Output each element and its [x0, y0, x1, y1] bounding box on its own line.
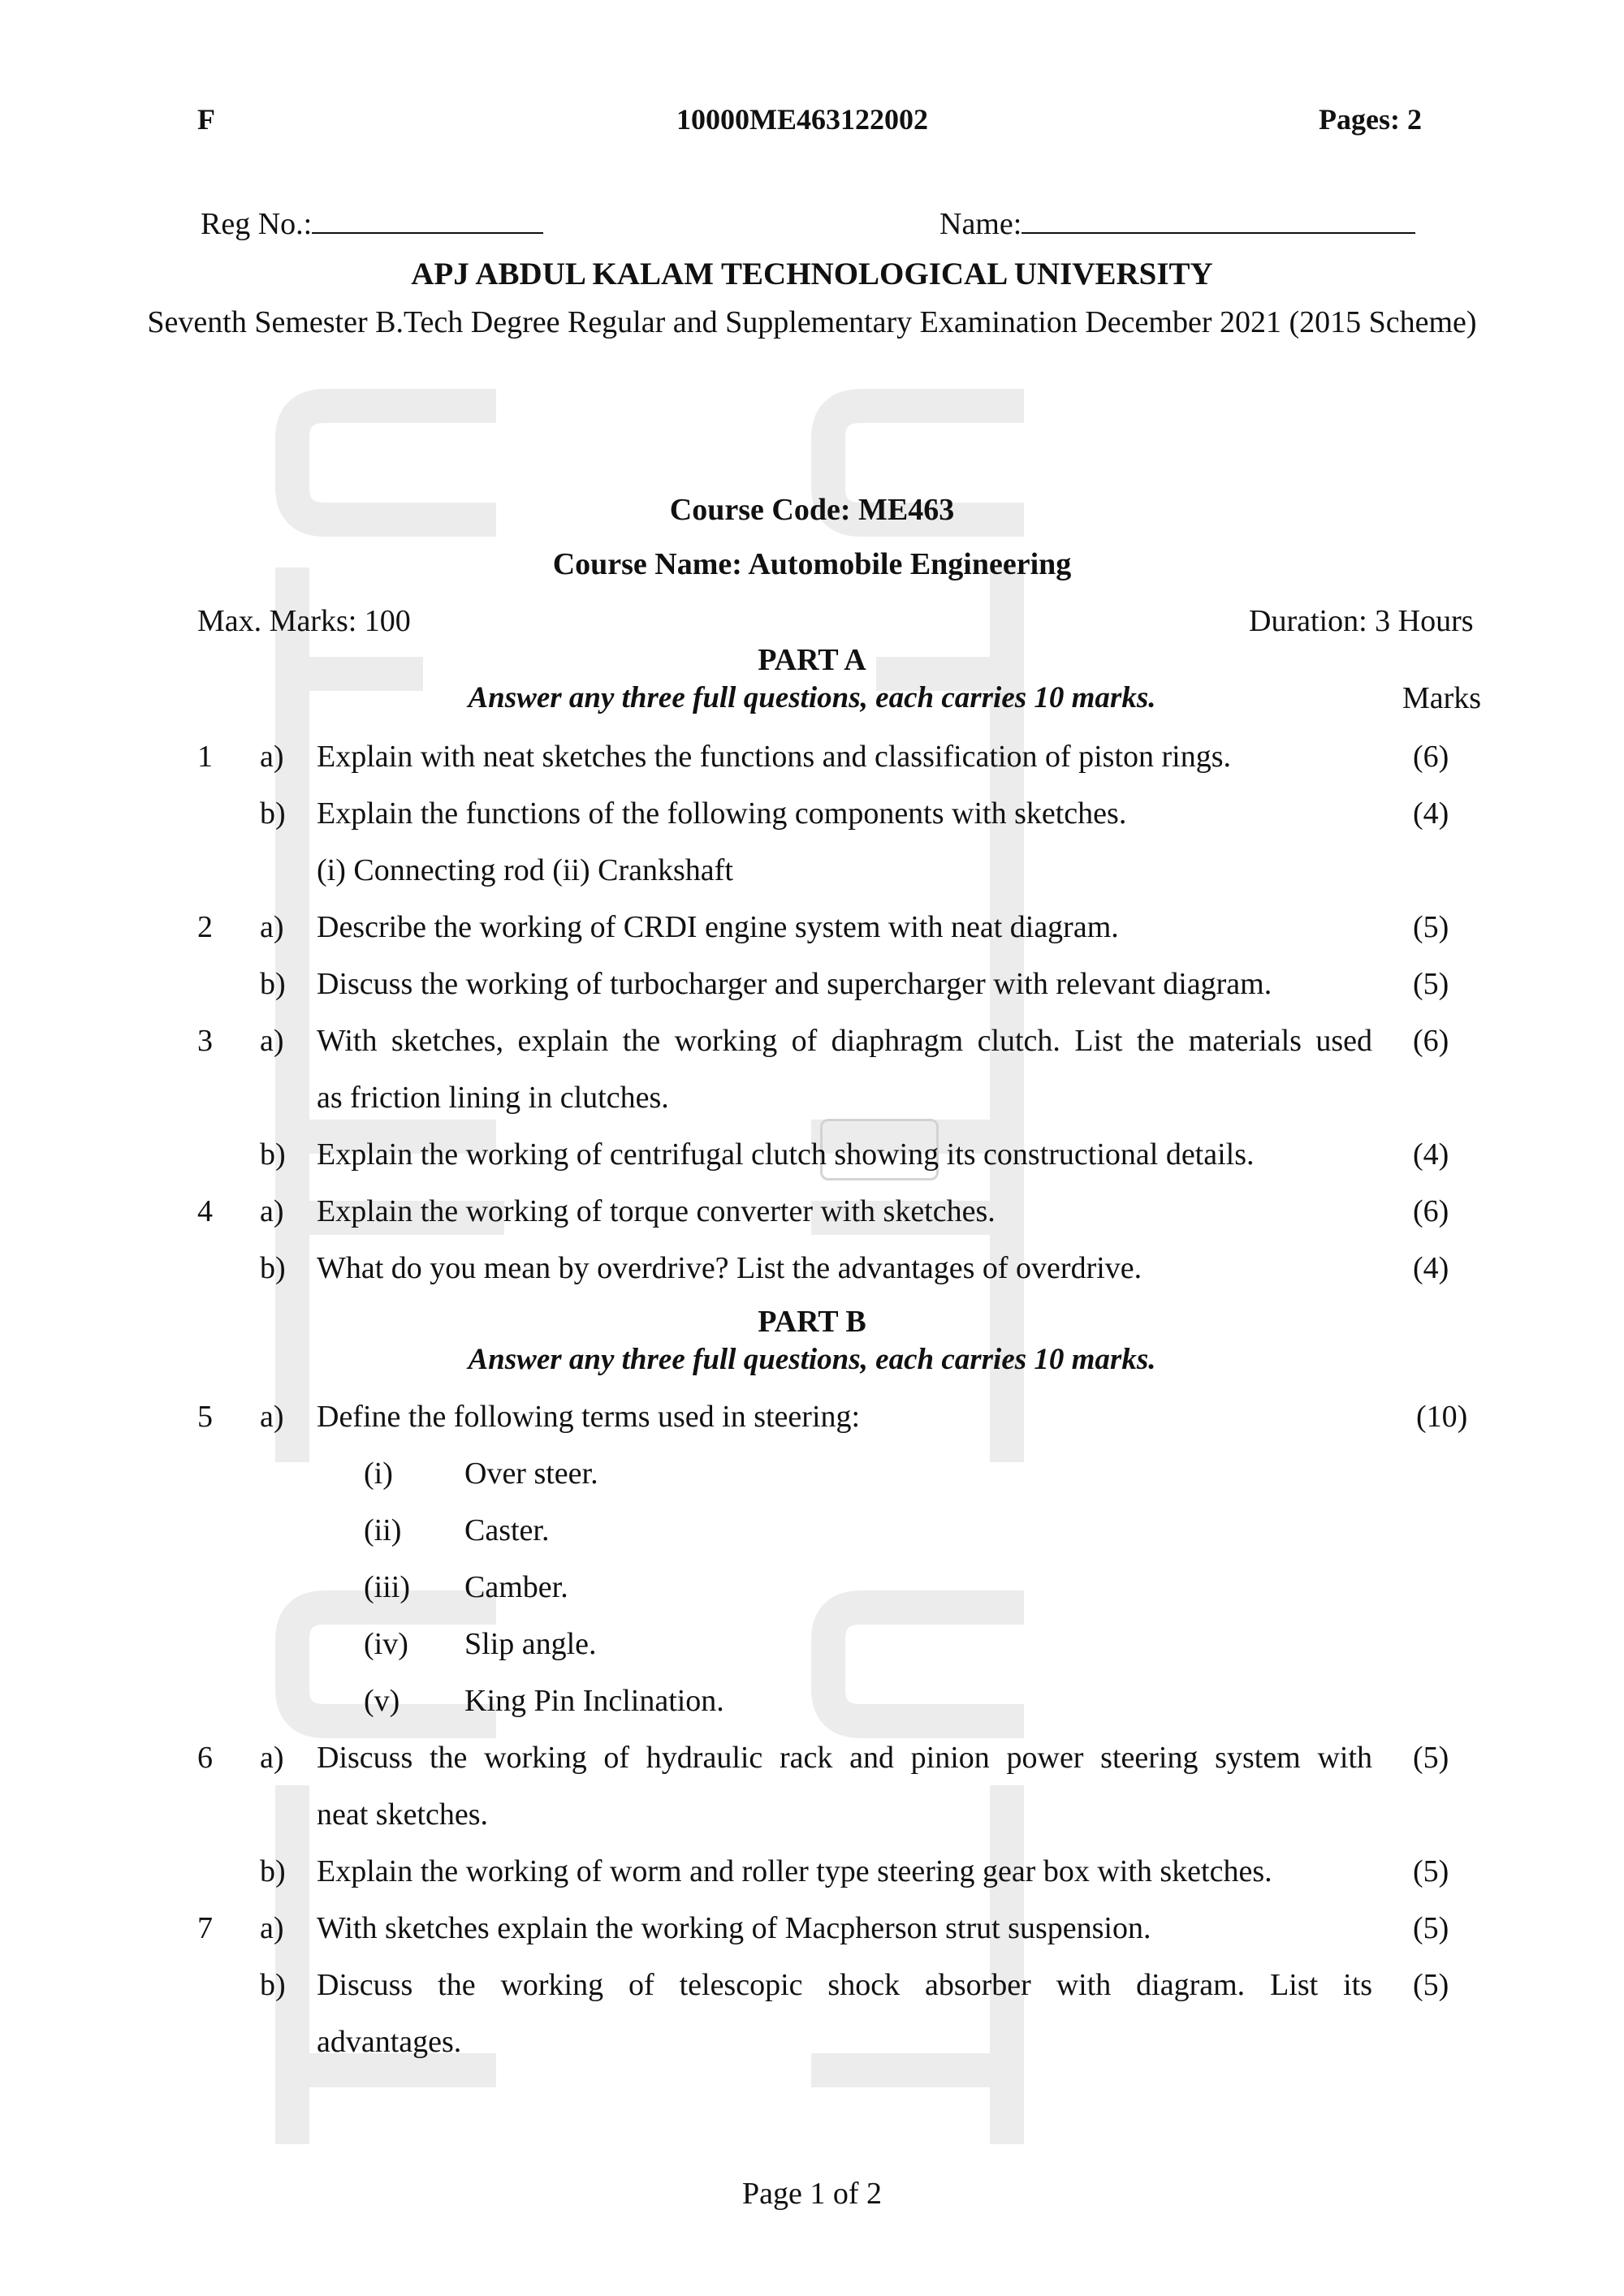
question-text: Explain the functions of the following components with sketches.	[317, 796, 1127, 831]
question-text: What do you mean by overdrive? List the advantages of overdrive.	[317, 1251, 1142, 1285]
question-number: 6	[197, 1741, 213, 1775]
question-text: With sketches, explain the working of diaphragm clutch. List the materials used	[317, 1024, 1372, 1058]
question-text: Explain the working of worm and roller type steering gear box with sketches.	[317, 1854, 1272, 1888]
question-row	[0, 796, 1624, 852]
steering-term-number: (ii)	[364, 1513, 402, 1547]
question-part: a)	[260, 1741, 284, 1775]
university-name: APJ ABDUL KALAM TECHNOLOGICAL UNIVERSITY	[411, 257, 1213, 291]
question-text-continued: neat sketches.	[317, 1798, 489, 1832]
marks-header: Marks	[1402, 681, 1482, 715]
question-marks: (4)	[1413, 1251, 1449, 1285]
question-part: b)	[260, 1854, 286, 1888]
question-number: 1	[197, 740, 213, 774]
question-row	[0, 966, 1624, 1023]
question-marks: (5)	[1413, 1854, 1449, 1888]
steering-term-number: (iv)	[364, 1627, 408, 1661]
question-row	[0, 1399, 1624, 1456]
question-marks: (5)	[1413, 967, 1449, 1001]
question-marks: (4)	[1413, 1137, 1449, 1172]
exam-title: Seventh Semester B.Tech Degree Regular and Supplementary Examination December 2021 (2015 Scheme)	[147, 305, 1477, 339]
page-count: Pages: 2	[1319, 103, 1422, 136]
duration: Duration: 3 Hours	[1249, 604, 1474, 638]
steering-term-number: (iii)	[364, 1570, 410, 1604]
question-row	[0, 909, 1624, 966]
steering-term-text: Over steer.	[464, 1457, 598, 1491]
part-b-instruction: Answer any three full questions, each carries 10 marks.	[468, 1343, 1156, 1376]
part-a-instruction: Answer any three full questions, each carries 10 marks.	[468, 681, 1156, 714]
question-text: Discuss the working of turbocharger and supercharger with relevant diagram.	[317, 967, 1272, 1001]
question-row	[0, 1740, 1624, 1797]
question-part: b)	[260, 1137, 286, 1172]
question-number: 3	[197, 1024, 213, 1058]
question-marks: (10)	[1416, 1400, 1468, 1434]
steering-term-text: Slip angle.	[464, 1627, 597, 1661]
question-row	[0, 1137, 1624, 1193]
question-text: Explain with neat sketches the functions and classification of piston rings.	[317, 740, 1232, 774]
question-row	[0, 1967, 1624, 2024]
question-text: Define the following terms used in steering:	[317, 1400, 861, 1434]
question-marks: (6)	[1413, 1194, 1449, 1228]
question-part: b)	[260, 796, 286, 831]
steering-term-number: (i)	[364, 1457, 393, 1491]
question-row	[0, 1023, 1624, 1080]
part-b-title: PART B	[758, 1305, 866, 1339]
reg-no-label: Reg No.:	[201, 207, 313, 241]
question-row	[0, 1080, 1624, 1137]
question-number: 5	[197, 1400, 213, 1434]
question-row	[0, 1250, 1624, 1307]
steering-term-text: King Pin Inclination.	[464, 1684, 724, 1718]
question-row	[0, 1797, 1624, 1854]
question-row	[0, 1193, 1624, 1250]
question-part: a)	[260, 1194, 284, 1228]
name-field	[939, 206, 1415, 242]
question-part: b)	[260, 1251, 286, 1285]
question-marks: (5)	[1413, 1968, 1449, 2002]
question-number: 7	[197, 1911, 213, 1945]
max-marks: Max. Marks: 100	[197, 604, 411, 638]
question-text: Discuss the working of telescopic shock absorber with diagram. List its	[317, 1968, 1372, 2002]
question-part: a)	[260, 910, 284, 944]
question-row	[0, 1854, 1624, 1910]
question-marks: (5)	[1413, 1741, 1449, 1775]
question-part: b)	[260, 967, 286, 1001]
question-text: With sketches explain the working of Macpherson strut suspension.	[317, 1911, 1151, 1945]
question-row	[0, 1910, 1624, 1967]
question-text-continued: advantages.	[317, 2025, 462, 2059]
question-text: Explain the working of centrifugal clutch showing its constructional details.	[317, 1137, 1255, 1172]
question-text: Explain the working of torque converter with sketches.	[317, 1194, 996, 1228]
set-letter: F	[197, 103, 215, 136]
name-label: Name:	[939, 207, 1022, 241]
question-marks: (5)	[1413, 1911, 1449, 1945]
course-name: Course Name: Automobile Engineering	[552, 547, 1072, 581]
reg-no-line	[312, 208, 543, 234]
question-number: 2	[197, 910, 213, 944]
question-part: a)	[260, 1024, 284, 1058]
question-text: Describe the working of CRDI engine system with neat diagram.	[317, 910, 1119, 944]
part-a-title: PART A	[758, 643, 866, 677]
course-code: Course Code: ME463	[669, 493, 955, 527]
question-number: 4	[197, 1194, 213, 1228]
page-footer: Page 1 of 2	[741, 2177, 883, 2211]
question-part: a)	[260, 1911, 284, 1945]
steering-term-text: Caster.	[464, 1513, 550, 1547]
question-text: Discuss the working of hydraulic rack and pinion power steering system with	[317, 1741, 1372, 1775]
paper-code: 10000ME463122002	[676, 103, 928, 136]
question-text-continued: (i) Connecting rod (ii) Crankshaft	[317, 853, 733, 887]
question-text-continued: as friction lining in clutches.	[317, 1081, 669, 1115]
question-marks: (6)	[1413, 740, 1449, 774]
steering-term-text: Camber.	[464, 1570, 568, 1604]
question-part: b)	[260, 1968, 286, 2002]
question-marks: (4)	[1413, 796, 1449, 831]
question-part: a)	[260, 1400, 284, 1434]
question-row	[0, 739, 1624, 796]
question-row	[0, 852, 1624, 909]
question-row	[0, 2024, 1624, 2081]
question-marks: (5)	[1413, 910, 1449, 944]
question-part: a)	[260, 740, 284, 774]
question-marks: (6)	[1413, 1024, 1449, 1058]
steering-term-number: (v)	[364, 1684, 400, 1718]
name-line	[1021, 208, 1415, 234]
reg-no-field	[201, 206, 543, 242]
